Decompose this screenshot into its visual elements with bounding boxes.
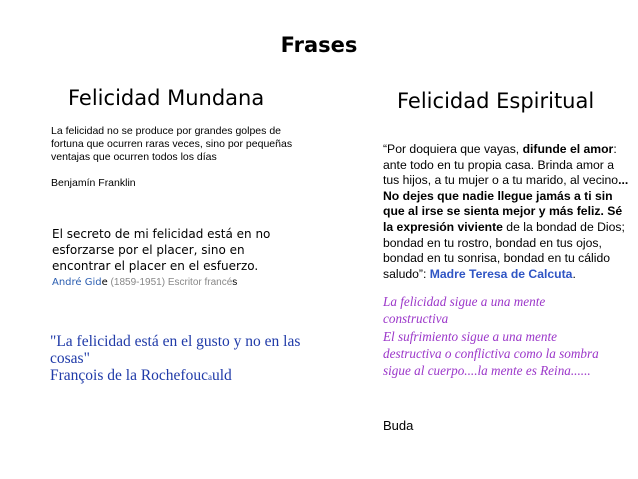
teresa-end: . — [572, 266, 576, 281]
buddha-line: constructiva — [383, 311, 449, 327]
roche-author-part-c: uld — [211, 367, 232, 384]
gide-credit — [52, 277, 237, 288]
quote-franklin-author: Benjamín Franklin — [51, 177, 136, 189]
teresa-part-1: “Por doquiera que vayas, — [383, 142, 523, 156]
roche-author-part-a: François de la Rochefouc — [50, 367, 208, 384]
teresa-bold-2: ... No dejes que nadie llegue jamás a ti sin que al irse se sienta mejor y más feliz. Sé la expresión viviente — [383, 173, 629, 234]
quote-gide-text: El secreto de mi felicidad está en no esforzarse por el placer, sino en encontrar el placer en el esfuerzo. — [52, 227, 271, 273]
gide-author-link[interactable] — [52, 277, 108, 288]
page-title: Frases — [280, 33, 358, 57]
buddha-line: El sufrimiento sigue a una mente — [383, 328, 557, 344]
quote-madre-teresa — [383, 142, 633, 282]
heading-felicidad-mundana: Felicidad Mundana — [68, 86, 265, 110]
gide-credit-text: (1859-1951) Escritor francé — [107, 277, 233, 288]
quote-rochefoucauld-text: "La felicidad está en el gusto y no en las cosas" — [50, 333, 301, 367]
buddha-line: sigue al cuerpo....la mente es Reina...... — [383, 363, 591, 379]
quote-franklin — [51, 125, 296, 190]
teresa-part-3: de la bondad de Dios; bondad en tu rostro, bondad en tus ojos, bondad en tu sonrisa, bondad en tu cálido saludo”: — [383, 219, 625, 281]
gide-link-part-a: André Gid — [52, 277, 102, 288]
gide-credit-tail: s — [232, 277, 238, 288]
gide-link-part-b: e — [101, 277, 108, 288]
buddha-line: destructiva o conflictiva como la sombra — [383, 345, 599, 361]
teresa-bold-1: difunde el amor — [522, 142, 614, 156]
quote-rochefoucauld-author — [50, 367, 305, 386]
buddha-line: La felicidad sigue a una mente — [383, 294, 546, 309]
quote-buda — [383, 293, 633, 379]
quote-franklin-text: La felicidad no se produce por grandes golpes de fortuna que ocurren raras veces, sino por pequeñas ventajas que ocurren todos los días — [51, 125, 293, 163]
roche-author-part-b: a — [207, 372, 212, 382]
quote-rochefoucauld — [50, 333, 305, 386]
teresa-part-2: : ante todo en tu propia casa. Brinda amor a tus hijos, a tu mujer o a tu marido, al vecino — [383, 142, 619, 188]
heading-felicidad-espiritual: Felicidad Espiritual — [397, 89, 595, 113]
quote-buda-author: Buda — [383, 418, 414, 433]
teresa-author: Madre Teresa de Calcuta — [429, 266, 573, 281]
